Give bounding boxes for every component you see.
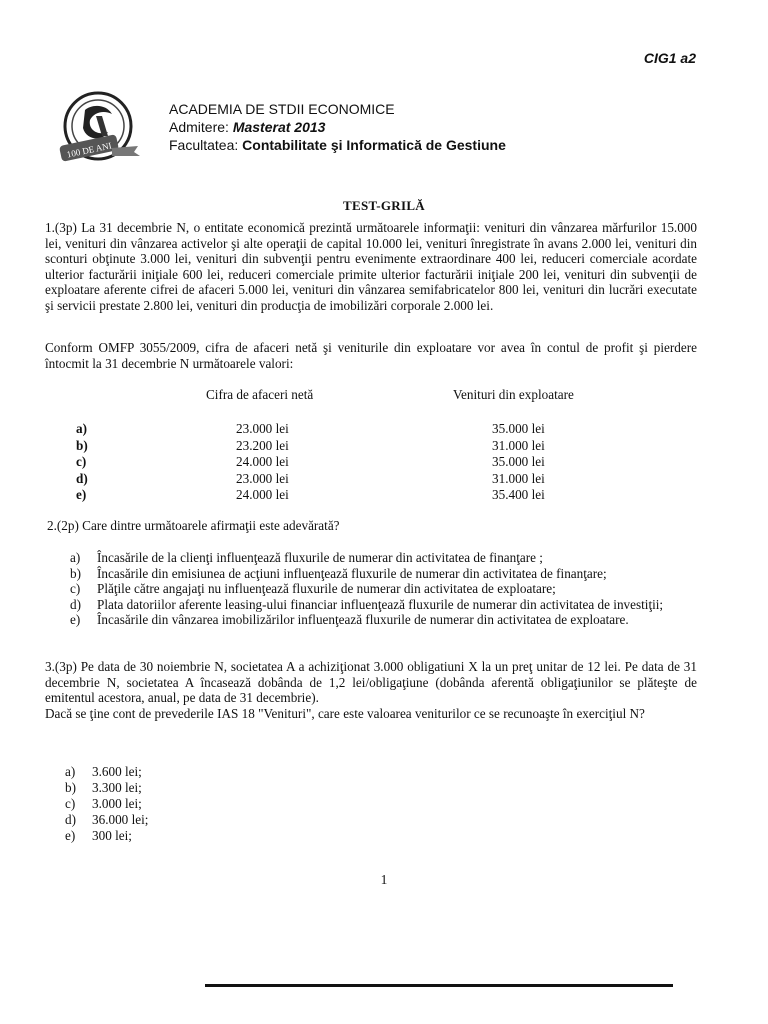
question-3-option-b[interactable] [65,780,705,796]
question-2-option-e[interactable] [70,612,710,628]
column-header-operating-revenue: Venituri din exploatare [453,387,574,402]
question-1-instruction: Conform OMFP 3055/2009, cifra de afaceri netă şi veniturile din exploatare vor avea în contul de profit şi pierdere întocmit la 31 decembrie N următoarele valori: [45,340,697,371]
column-header-net-turnover: Cifra de afaceri netă [206,387,314,402]
document-header [169,100,506,154]
question-2-option-c[interactable] [70,581,710,597]
question-1-options [76,421,612,504]
option-letter: d) [70,596,81,612]
option-letter: e) [65,828,76,843]
question-3-statement: 3.(3p) Pe data de 30 noiembrie N, societatea A a achiziţionat 3.000 obligatiuni X la un preţ unitar de 12 lei. Pe data de 31 decembrie N, societatea A încasează dobânda de 1,2 lei/obligaţiune (dobânda aferentă obligaţiunilor se plăteşte de emitentul acestora, anual, pe data de 31 decembrie). [45,659,697,706]
option-net-turnover: 23.000 lei [236,470,289,486]
admission-label: Admitere: [169,119,229,135]
institution-name: ACADEMIA DE STDII ECONOMICE [169,101,395,117]
question-2-text: 2.(2p) Care dintre următoarele afirmaţii este adevărată? [47,518,340,533]
question-1-option-d[interactable] [76,471,612,488]
option-letter: b) [76,437,88,453]
option-letter: c) [70,581,81,596]
option-letter: c) [76,454,87,469]
question-2-options [70,550,710,628]
option-letter: e) [76,487,87,502]
option-text: Încasările din vânzarea imobilizărilor influenţează fluxurile de numerar din activitatea de exploatare. [97,612,629,627]
option-net-turnover: 23.000 lei [236,421,289,436]
question-3-options [65,764,705,844]
option-net-turnover: 23.200 lei [236,437,289,453]
option-text: Încasările din emisiunea de acţiuni influenţează fluxurile de numerar din activitatea de finanţare; [97,565,607,581]
option-operating-revenue: 35.400 lei [492,487,545,502]
question-1-text: 1.(3p) La 31 decembrie N, o entitate economică prezintă următoarele informaţii: venituri din vânzarea mărfurilor 15.000 lei, venituri din vânzarea activelor şi alte operaţii de capital 10.000 lei, venituri înregistrate în avans 2.000 lei, venituri din sconturi obţinute 3.000 lei, venituri din subvenţii pentru evenimente extraordinare 400 lei, reduceri comerciale acordate ulterior facturării iniţiale 600 lei, reduceri comerciale primite ulterior facturării iniţiale 200 lei, venituri din subvenţii de exploatare aferente cifrei de afaceri 5.000 lei, venituri din vânzarea semifabricatelor 800 lei, venituri din lucrări executate şi servicii prestate 2.800 lei, venituri din producţia de imobilizări corporale 2.000 lei. [45,220,697,313]
question-3-option-e[interactable] [65,828,705,844]
question-2-option-d[interactable] [70,597,710,613]
option-text: 36.000 lei; [92,812,149,827]
document-code: CIG1 a2 [643,50,696,66]
admission-line [169,118,506,136]
option-text: 3.600 lei; [92,764,142,779]
question-3-option-c[interactable] [65,796,705,812]
admission-value: Masterat 2013 [232,119,326,135]
option-letter: a) [70,550,81,565]
option-text: Plata datoriilor aferente leasing-ului financiar influenţează fluxurile de numerar din activitatea de investiţii; [97,596,664,612]
option-text: 300 lei; [92,828,132,843]
option-operating-revenue: 35.000 lei [492,454,545,469]
question-2-option-b[interactable] [70,566,710,582]
test-title: TEST-GRILĂ [343,198,425,213]
option-operating-revenue: 31.000 lei [492,437,545,453]
option-letter: a) [76,421,87,436]
option-letter: a) [65,764,76,779]
option-letter: d) [76,470,88,486]
faculty-value: Contabilitate şi Informatică de Gestiune [242,137,506,153]
question-1-option-a[interactable] [76,421,612,438]
option-text: 3.300 lei; [92,780,142,795]
logo-banner-text: 100 DE ANI [65,140,113,160]
question-3-option-d[interactable] [65,812,705,828]
option-net-turnover: 24.000 lei [236,487,289,502]
question-1-option-c[interactable] [76,454,612,471]
option-letter: b) [65,780,76,795]
question-3-text [45,659,697,721]
faculty-label: Facultatea: [169,137,239,153]
page-number: 1 [380,872,388,887]
question-1-option-e[interactable] [76,487,612,504]
option-text: 3.000 lei; [92,796,142,811]
option-letter: c) [65,796,76,811]
faculty-line [169,136,506,154]
option-text: Încasările de la clienţi influenţează fluxurile de numerar din activitatea de finanţare ; [97,550,543,565]
option-text: Plăţile către angajaţi nu influenţează fluxurile de numerar din activitatea de exploatare; [97,581,556,596]
option-letter: d) [65,812,76,827]
option-operating-revenue: 31.000 lei [492,470,545,486]
question-1-option-b[interactable] [76,438,612,455]
option-letter: e) [70,612,81,627]
option-net-turnover: 24.000 lei [236,454,289,469]
question-3-instruction: Dacă se ţine cont de prevederile IAS 18 "Venituri", care este valoarea veniturilor ce se recunoaşte în exerciţiul N? [45,705,645,721]
bottom-rule [205,984,673,987]
option-letter: b) [70,565,81,581]
university-logo [52,86,144,170]
option-operating-revenue: 35.000 lei [492,421,545,436]
question-3-option-a[interactable] [65,764,705,780]
question-2-option-a[interactable] [70,550,710,566]
